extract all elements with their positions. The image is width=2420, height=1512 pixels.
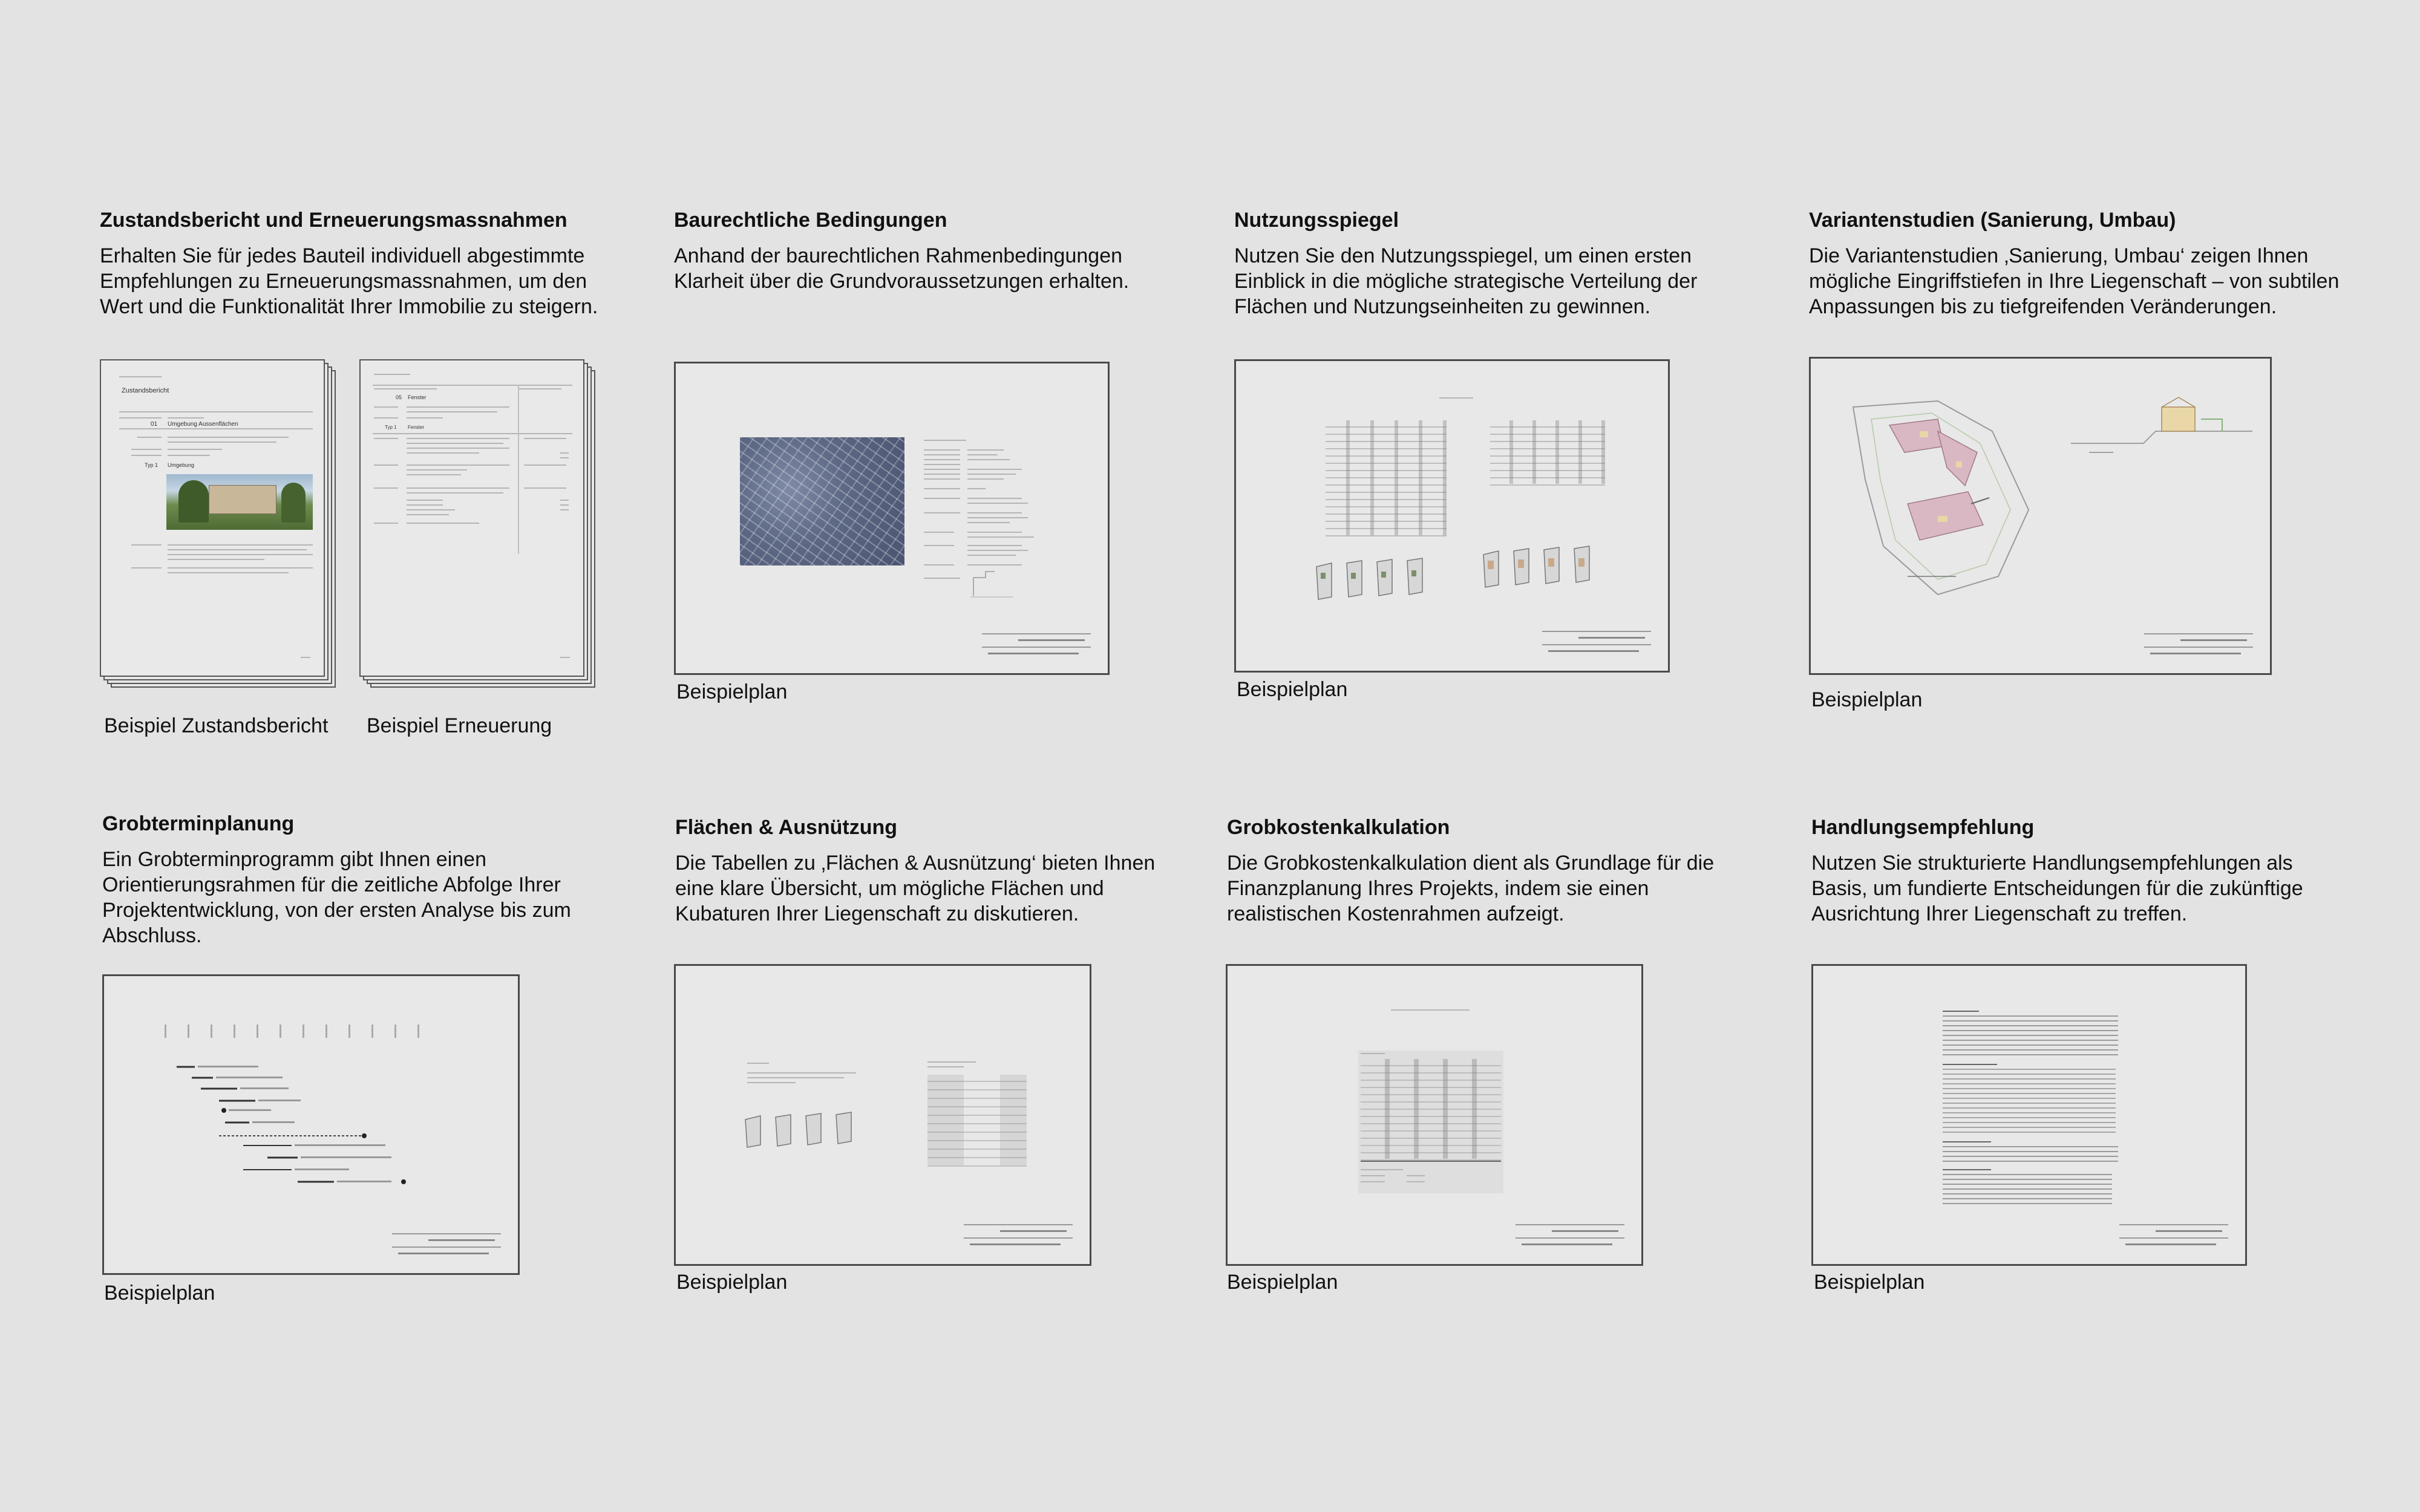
thumbnail-handlungsempfehlung[interactable] [1811, 964, 2247, 1266]
thumbnail-erneuerung[interactable] [359, 359, 595, 689]
card-description: Nutzen Sie den Nutzungsspiegel, um einen ersten Einblick in die mögliche strategische Verteilung der Flächen und Nutzungseinheiten zu gewinnen. [1234, 244, 1698, 318]
thumbnail-baurecht[interactable] [674, 362, 1110, 675]
card-title: Handlungsempfehlung [1811, 816, 2035, 839]
title-block [982, 633, 1091, 661]
caption-handlungsempfehlung: Beispielplan [1814, 1271, 1925, 1294]
thumbnail-grobkosten[interactable] [1226, 964, 1643, 1266]
thumbnail-nutzungsspiegel[interactable] [1234, 359, 1670, 673]
caption-grobkosten: Beispielplan [1227, 1271, 1338, 1294]
card-description: Die Tabellen zu ‚Flächen & Ausnützung‘ bieten Ihnen eine klare Übersicht, um mögliche Flächen und Kubaturen Ihrer Liegenschaft zu diskutieren. [675, 852, 1156, 925]
card-description: Die Variantenstudien ‚Sanierung, Umbau‘ zeigen Ihnen mögliche Eingriffstiefen in Ihre Liegenschaft – von subtilen Anpassungen bis zu tiefgreifenden Veränderungen. [1809, 244, 2340, 318]
card-grobterminplanung [102, 810, 574, 948]
title-block [1542, 631, 1651, 659]
profile-sketch [967, 565, 1016, 602]
caption-flaechen: Beispielplan [676, 1271, 788, 1294]
photo-building [166, 474, 313, 530]
title-block [1516, 1224, 1624, 1252]
title-block [2144, 633, 2253, 661]
card-description: Erhalten Sie für jedes Bauteil individuell abgestimmte Empfehlungen zu Erneuerungsmassnahmen, um den Wert und die Funktionalität Ihrer Immobilie zu steigern. [100, 244, 598, 318]
card-title: Flächen & Ausnützung [675, 816, 898, 839]
doc-item-title: Umgebung Aussenflächen [168, 421, 238, 428]
caption-variantenstudien: Beispielplan [1811, 688, 1923, 711]
thumbnail-variantenstudien[interactable] [1809, 357, 2272, 675]
section-sketch [2071, 395, 2252, 461]
card-description: Anhand der baurechtlichen Rahmenbedingungen Klarheit über die Grundvoraussetzungen erhalten. [674, 244, 1130, 293]
doc-sub-title: Umgebung [168, 462, 195, 468]
caption-grobterminplanung: Beispielplan [104, 1282, 215, 1305]
doc-sub-number: Typ 1 [145, 462, 159, 468]
card-title: Variantenstudien (Sanierung, Umbau) [1809, 209, 2176, 232]
aerial-map [740, 437, 904, 565]
doc-sub-title: Fenster [408, 425, 425, 430]
caption-nutzungsspiegel: Beispielplan [1237, 678, 1348, 701]
card-grobkosten [1227, 814, 1723, 927]
site-plan [1847, 395, 2041, 601]
card-description: Nutzen Sie strukturierte Handlungsempfehlungen als Basis, um fundierte Entscheidungen für die zukünftige Ausrichtung Ihrer Liegenschaft zu treffen. [1811, 852, 2303, 925]
floorplan-icons [742, 1109, 863, 1151]
card-description: Die Grobkostenkalkulation dient als Grundlage für die Finanzplanung Ihres Projekts, indem sie einen realistischen Kostenrahmen aufzeigt. [1227, 852, 1715, 925]
card-title: Zustandsbericht und Erneuerungsmassnahmen [100, 209, 567, 232]
title-block [964, 1224, 1073, 1252]
caption-zustandsbericht: Beispiel Zustandsbericht [104, 714, 329, 737]
doc-item-number: 05 [396, 394, 402, 400]
card-title: Grobterminplanung [102, 812, 295, 835]
card-baurecht [674, 207, 1170, 294]
floorplan-icons-right [1480, 543, 1601, 591]
card-zustandsbericht [100, 207, 620, 319]
doc-heading: Zustandsbericht [122, 387, 169, 394]
thumbnail-grobterminplanung[interactable] [102, 974, 520, 1275]
doc-item-number: 01 [151, 421, 158, 428]
title-block [392, 1233, 501, 1261]
cost-table [1358, 1051, 1503, 1193]
card-flaechen [675, 814, 1159, 927]
floorplan-icons-left [1313, 555, 1434, 603]
doc-sub-number: Typ 1 [385, 425, 397, 430]
doc-item-title: Fenster [408, 394, 427, 400]
gantt-sketch [159, 1025, 473, 1206]
text-block [1943, 1011, 2124, 1210]
card-nutzungsspiegel [1234, 207, 1736, 319]
card-description: Ein Grobterminprogramm gibt Ihnen einen Orientierungsrahmen für die zeitliche Abfolge Ihrer Projektentwicklung, von der ersten Analyse bis zum Abschluss. [102, 848, 571, 947]
card-title: Nutzungsspiegel [1234, 209, 1399, 232]
caption-baurecht: Beispielplan [676, 680, 788, 703]
title-block [2119, 1224, 2228, 1252]
card-variantenstudien [1809, 207, 2378, 319]
thumbnail-zustandsbericht[interactable] [100, 359, 336, 689]
card-title: Grobkostenkalkulation [1227, 816, 1450, 839]
thumbnail-flaechen[interactable] [674, 964, 1091, 1266]
card-title: Baurechtliche Bedingungen [674, 209, 947, 232]
card-handlungsempfehlung [1811, 814, 2344, 927]
caption-erneuerung: Beispiel Erneuerung [367, 714, 552, 737]
